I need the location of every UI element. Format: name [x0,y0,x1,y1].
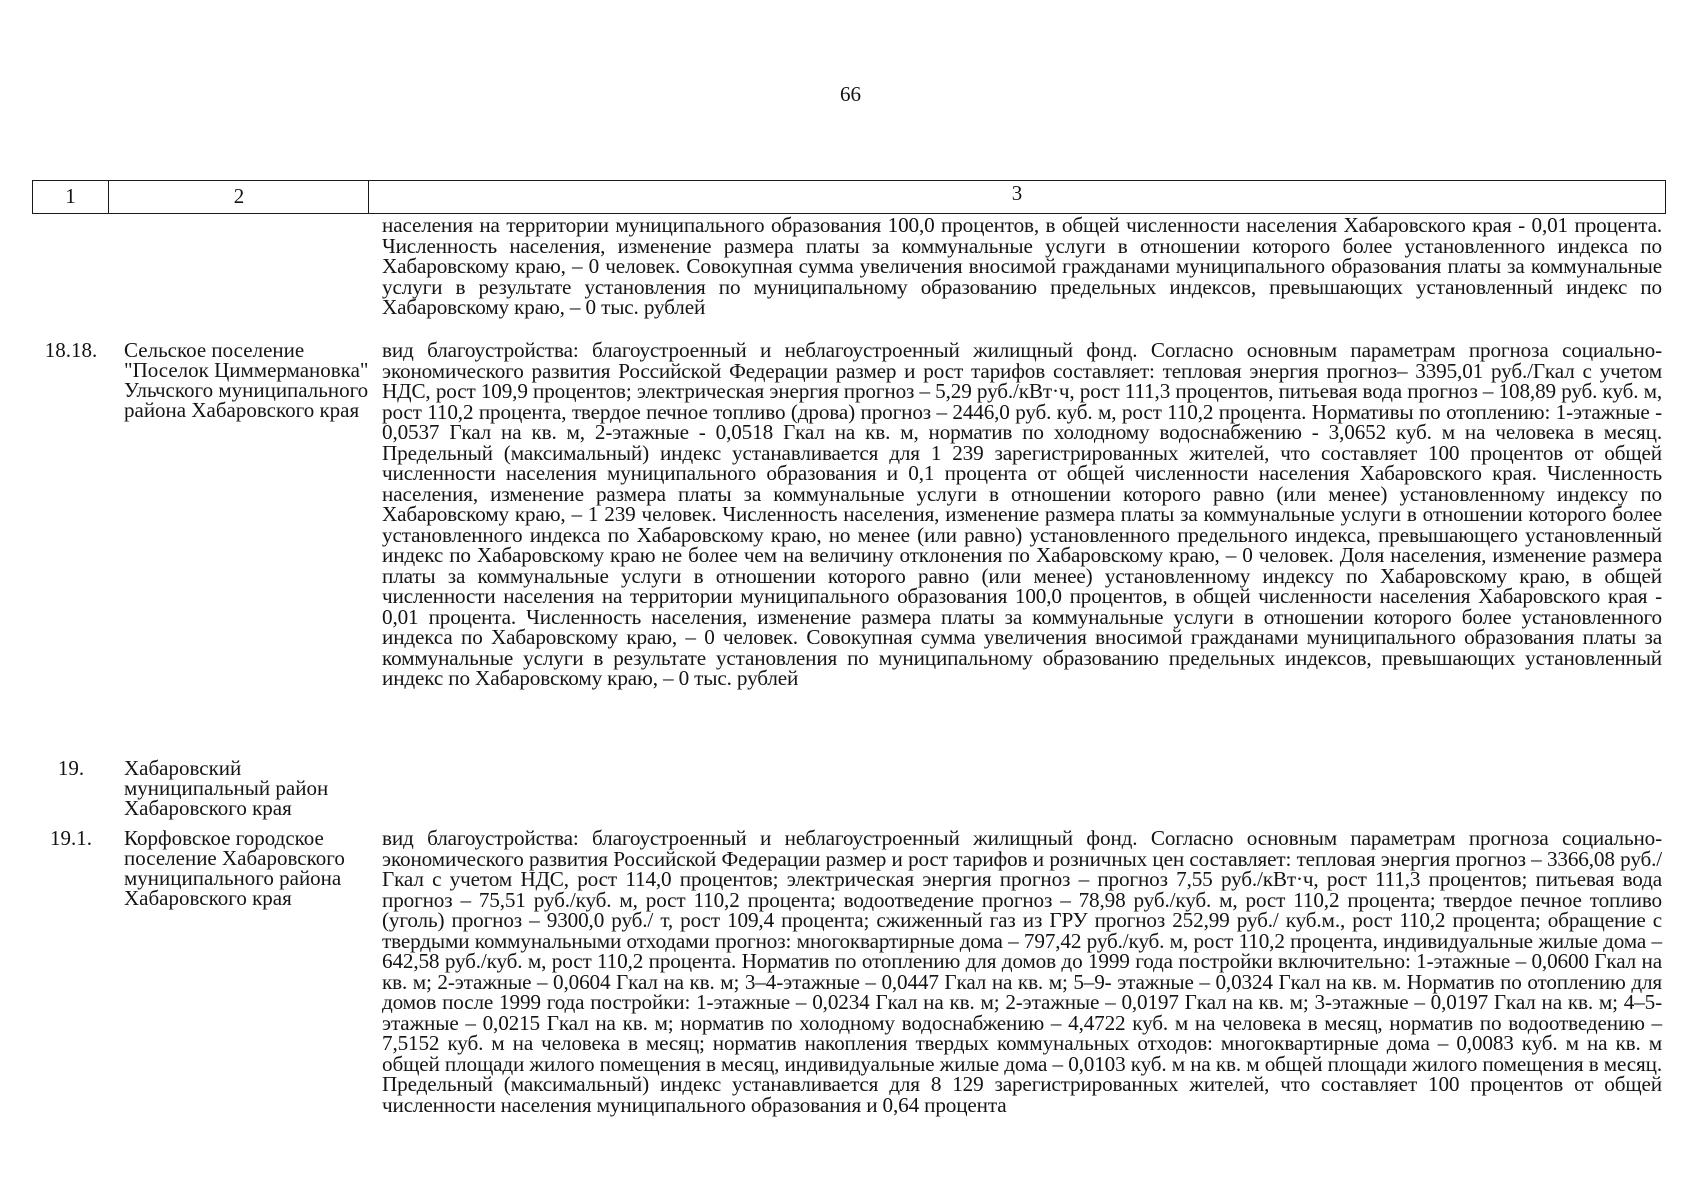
row-description: вид благоустройства: благоустроенный и неблагоустроенный жилищный фонд. Согласно основным параметрам прогноза социально-экономического развития Российской Федерации размер и рост тарифов составляет: тепловая энергия прогноз– 3395,01 руб./Гкал с учетом НДС, рост 109,9 процентов; электрическая энергия прогноз – 5,29 руб./кВт·ч, рост 111,3 процентов, питьевая вода прогноз – 108,89 руб. куб. м, рост 110,2 процента, твердое печное топливо (дрова) прогноз – 2446,0 руб. куб. м, рост 110,2 процента. Нормативы по отоплению: 1-этажные - 0,0537 Гкал на кв. м, 2-этажные - 0,0518 Гкал на кв. м, норматив по холодному водоснабжению - 3,0652 куб. м на человека в месяц. Предельный (максимальный) индекс устанавливается для 1 239 зарегистрированных жителей, что составляет 100 процентов от общей численности населения муниципального образования и 0,1 процента от общей численности населения Хабаровского края. Численность населения, изменение размера платы за коммунальные услуги в отношении которого равно (или менее) установленному индексу по Хабаровскому краю, – 1 239 человек. Численность населения, изменение размера платы за коммунальные услуги в отношении которого более установленного индекса по Хабаровскому краю, но менее (или равно) установленного предельного индекса, превышающего установленный индекс по Хабаровскому краю не более чем на величину отклонения по Хабаровскому краю, – 0 человек. Доля населения, изменение размера платы за коммунальные услуги в отношении которого равно (или менее) установленному индексу по Хабаровскому краю, в общей численности населения на территории муниципального образования 100,0 процентов, в общей численности населения Хабаровского края - 0,01 процента. Численность населения, изменение размера платы за коммунальные услуги в отношении которого более установленного индекса по Хабаровскому краю, – 0 человек. Совокупная сумма увеличения вносимой гражданами муниципального образования платы за коммунальные услуги в результате установления по муниципальному образованию предельных индексов, превышающих установленный индекс по Хабаровскому краю, – 0 тыс. рублей [382,338,1662,690]
column-header-2: 2 [108,181,369,213]
row-description: вид благоустройства: благоустроенный и неблагоустроенный жилищный фонд. Согласно основным параметрам прогноза социально-экономического развития Российской Федерации размер и рост тарифов и розничных цен составляет: тепловая энергия прогноз – 3366,08 руб./Гкал с учетом НДС, рост 114,0 процентов; электрическая энергия прогноз – прогноз 7,55 руб./кВт·ч, рост 111,3 процентов; питьевая вода прогноз – 75,51 руб./куб. м, рост 110,2 процента; водоотведение прогноз – 78,98 руб./куб. м, рост 110,2 процента; твердое печное топливо (уголь) прогноз – 9300,0 руб./ т, рост 109,4 процента; сжиженный газ из ГРУ прогноз 252,99 руб./ куб.м., рост 110,2 процента; обращение с твердыми коммунальными отходами прогноз: многоквартирные дома – 797,42 руб./куб. м, рост 110,2 процента, индивидуальные жилые дома – 642,58 руб./куб. м, рост 110,2 процента. Норматив по отоплению для домов до 1999 года постройки включительно: 1-этажные – 0,0600 Гкал на кв. м; 2-этажные – 0,0604 Гкал на кв. м; 3–4-этажные – 0,0447 Гкал на кв. м; 5–9- этажные – 0,0324 Гкал на кв. м. Норматив по отоплению для домов после 1999 года постройки: 1-этажные – 0,0234 Гкал на кв. м; 2-этажные – 0,0197 Гкал на кв. м; 3-этажные – 0,0197 Гкал на кв. м; 4–5-этажные – 0,0215 Гкал на кв. м; норматив по холодному водоснабжению – 4,4722 куб. м на человека в месяц, норматив по водоотведению – 7,5152 куб. м на человека в месяц; норматив накопления твердых коммунальных отходов: многоквартирные дома – 0,0083 куб. м на кв. м общей площади жилого помещения в месяц, индивидуальные жилые дома – 0,0103 куб. м на кв. м общей площади жилого помещения в месяц. Предельный (максимальный) индекс устанавливается для 8 129 зарегистрированных жителей, что составляет 100 процентов от общей численности населения муниципального образования и 0,64 процента [382,826,1662,1117]
row-municipality-name: Корфовское городское поселение Хабаровского муниципального района Хабаровского края [124,826,345,910]
table-header [32,180,1666,214]
column-header-3: 3 [368,181,1665,213]
row-number: 18.18. [44,338,98,362]
row-description: населения на территории муниципального образования 100,0 процентов, в общей численности населения Хабаровского края - 0,01 процента. Численность населения, изменение размера платы за коммунальные услуги в отношении которого более установленного индекса по Хабаровскому краю, – 0 человек. Совокупная сумма увеличения вносимой гражданами муниципального образования платы за коммунальные услуги в результате установления по муниципальному образованию предельных индексов, превышающих установленный индекс по Хабаровскому краю, – 0 тыс. рублей [382,213,1662,319]
row-number: 19.1. [50,826,92,850]
row-municipality-name: Хабаровский муниципальный район Хабаровского края [124,756,329,820]
row-municipality-name: Сельское поселение "Поселок Циммермановка" Ульчского муниципального района Хабаровского края [124,338,369,422]
page-number: 66 [840,82,861,106]
column-header-1: 1 [65,184,76,208]
row-number: 19. [57,756,85,780]
